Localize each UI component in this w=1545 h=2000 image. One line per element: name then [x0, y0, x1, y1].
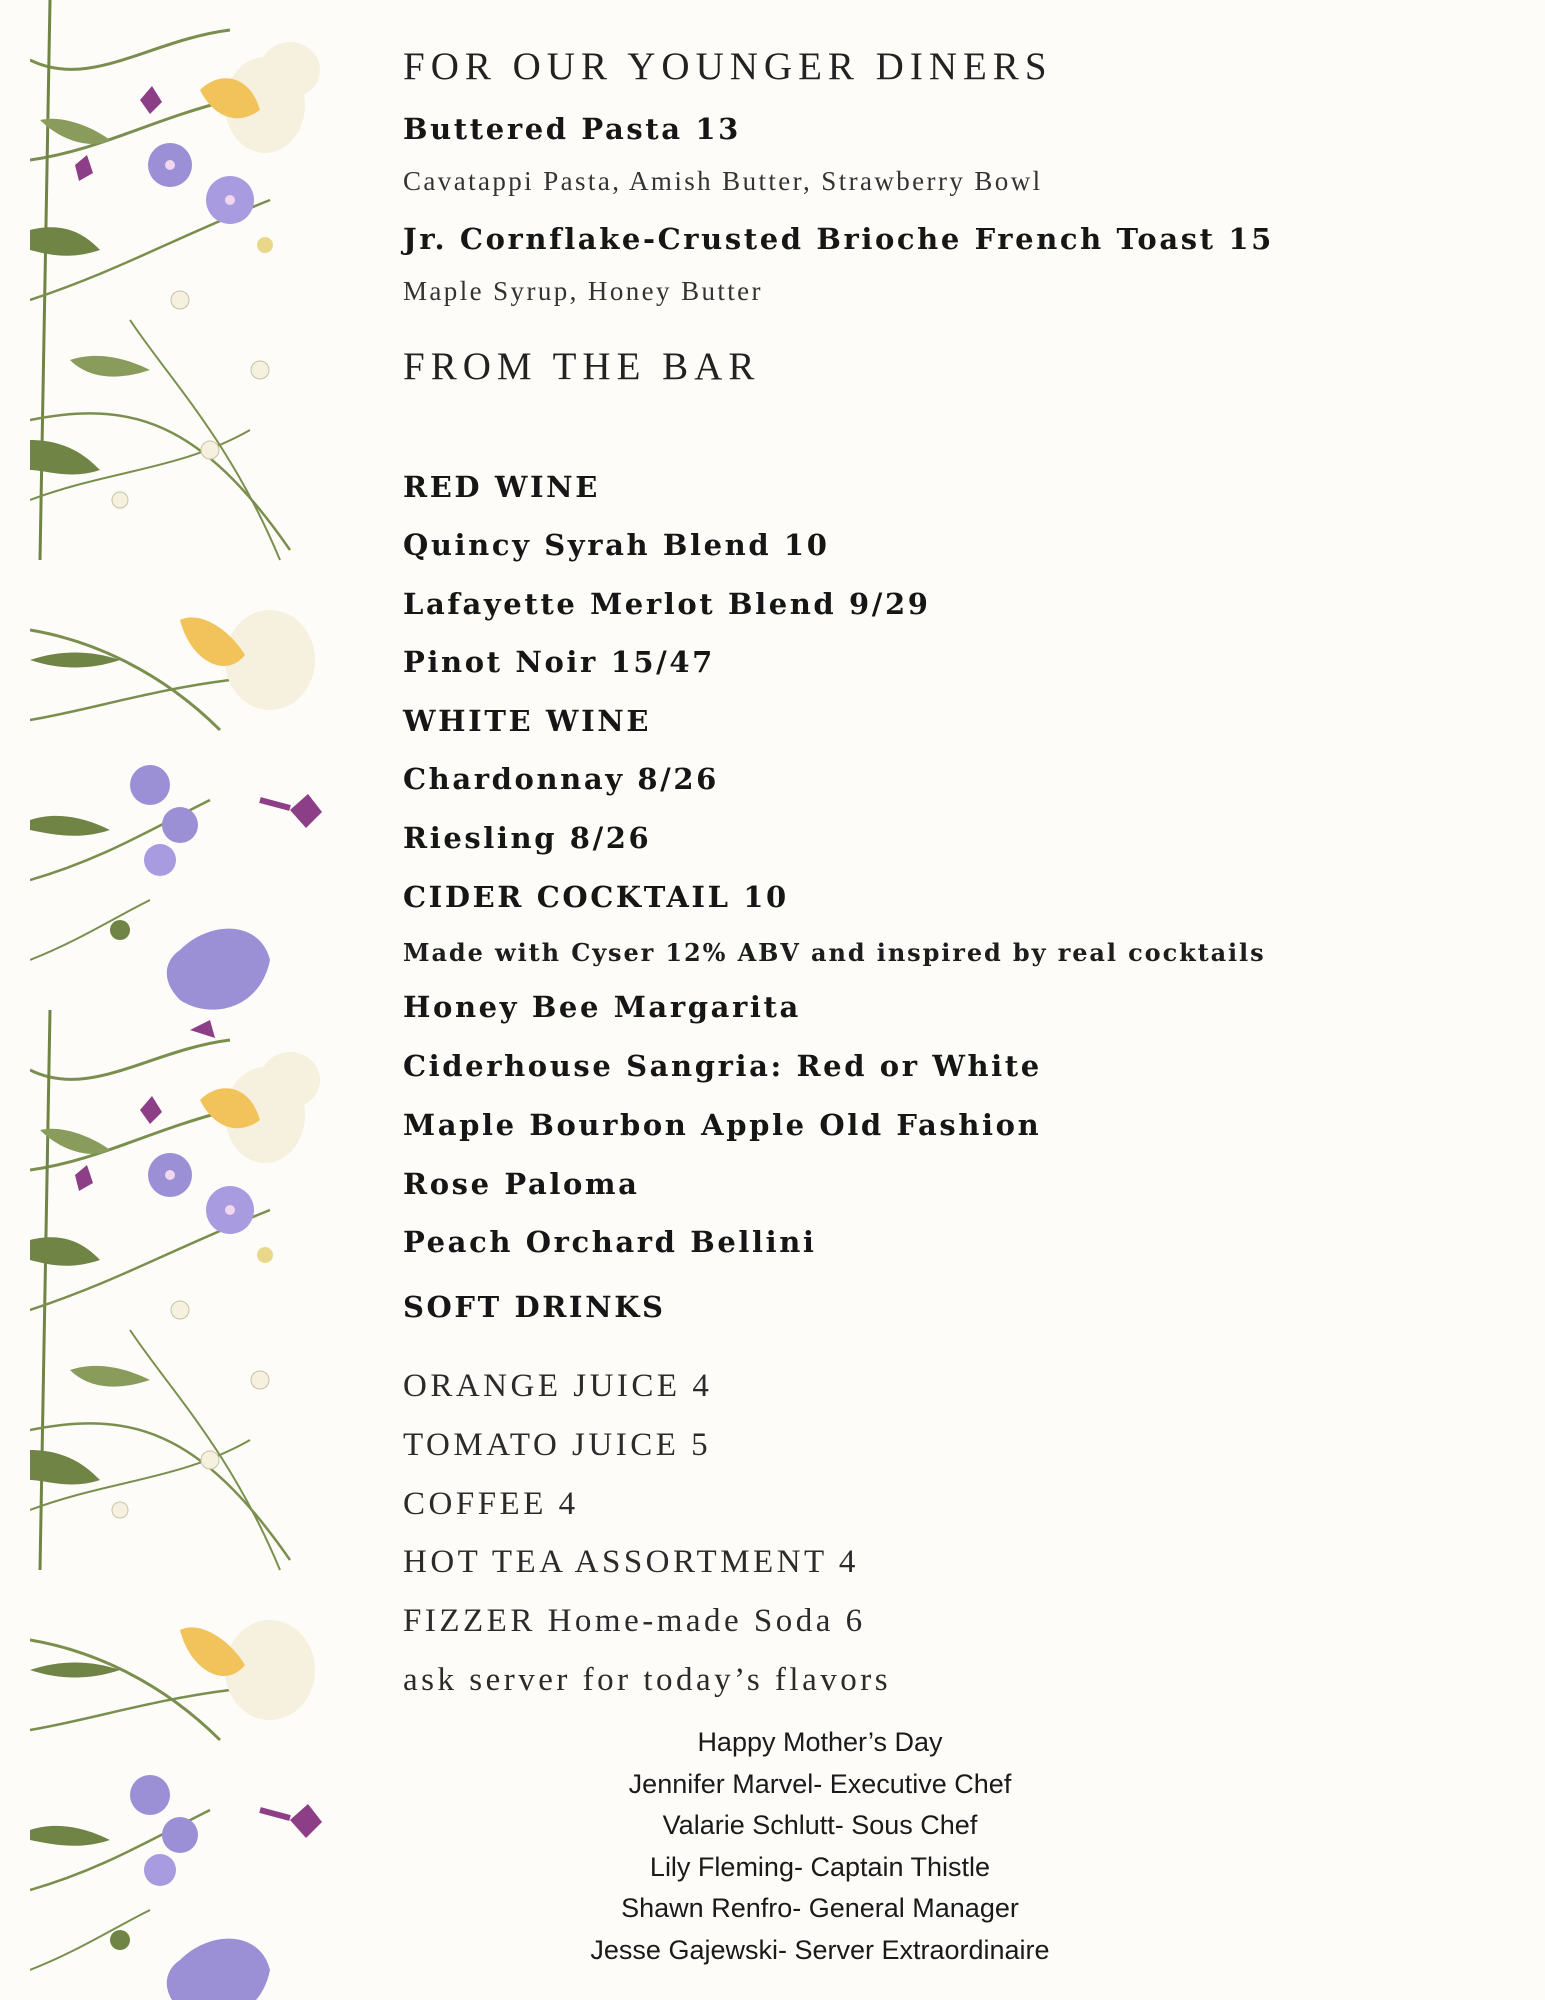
drink-item: Peach Orchard Bellini — [403, 1225, 817, 1259]
drink-item: Ciderhouse Sangria: Red or White — [403, 1049, 1042, 1083]
staff-line: Jesse Gajewski- Server Extraordinaire — [590, 1934, 1050, 1965]
menu-item-name: Buttered Pasta 13 — [403, 112, 741, 146]
subheading-red-wine: RED WINE — [403, 470, 600, 504]
menu-item-desc: Cavatappi Pasta, Amish Butter, Strawberry Bowl — [403, 166, 1043, 196]
drink-item: Quincy Syrah Blend 10 — [403, 528, 830, 562]
drink-item: Chardonnay 8/26 — [403, 762, 719, 796]
cider-note: Made with Cyser 12% ABV and inspired by real cocktails — [403, 938, 1266, 967]
drink-item: Maple Bourbon Apple Old Fashion — [403, 1108, 1042, 1142]
menu-item-desc: Maple Syrup, Honey Butter — [403, 276, 763, 306]
drink-item: Honey Bee Margarita — [403, 990, 801, 1024]
subheading-soft-drinks: SOFT DRINKS — [403, 1290, 666, 1324]
greeting: Happy Mother’s Day — [697, 1727, 943, 1757]
staff-line: Jennifer Marvel- Executive Chef — [628, 1768, 1012, 1799]
staff-credits — [500, 1722, 1140, 1971]
staff-line: Valarie Schlutt- Sous Chef — [662, 1810, 978, 1840]
section-title-bar: FROM THE BAR — [403, 345, 761, 388]
soft-drink-note: ask server for today’s flavors — [403, 1662, 892, 1698]
drink-item: Lafayette Merlot Blend 9/29 — [403, 587, 931, 621]
subheading-white-wine: WHITE WINE — [403, 704, 652, 738]
staff-line: Shawn Renfro- General Manager — [621, 1893, 1019, 1923]
drink-item: Pinot Noir 15/47 — [403, 645, 715, 679]
soft-drink-item: HOT TEA ASSORTMENT 4 — [403, 1544, 859, 1580]
drink-item: Riesling 8/26 — [403, 821, 652, 855]
soft-drink-item: TOMATO JUICE 5 — [403, 1427, 712, 1463]
drink-item: Rose Paloma — [403, 1167, 640, 1201]
subheading-cider-cocktail: CIDER COCKTAIL 10 — [403, 880, 789, 914]
soft-drink-item: COFFEE 4 — [403, 1486, 579, 1522]
soft-drink-item: FIZZER Home-made Soda 6 — [403, 1603, 866, 1639]
floral-border-illustration — [30, 0, 370, 2000]
staff-line: Lily Fleming- Captain Thistle — [649, 1851, 991, 1882]
section-title-younger: FOR OUR YOUNGER DINERS — [403, 45, 1053, 88]
menu-item-name: Jr. Cornflake-Crusted Brioche French Toast 15 — [403, 222, 1274, 256]
soft-drink-item: ORANGE JUICE 4 — [403, 1368, 713, 1404]
